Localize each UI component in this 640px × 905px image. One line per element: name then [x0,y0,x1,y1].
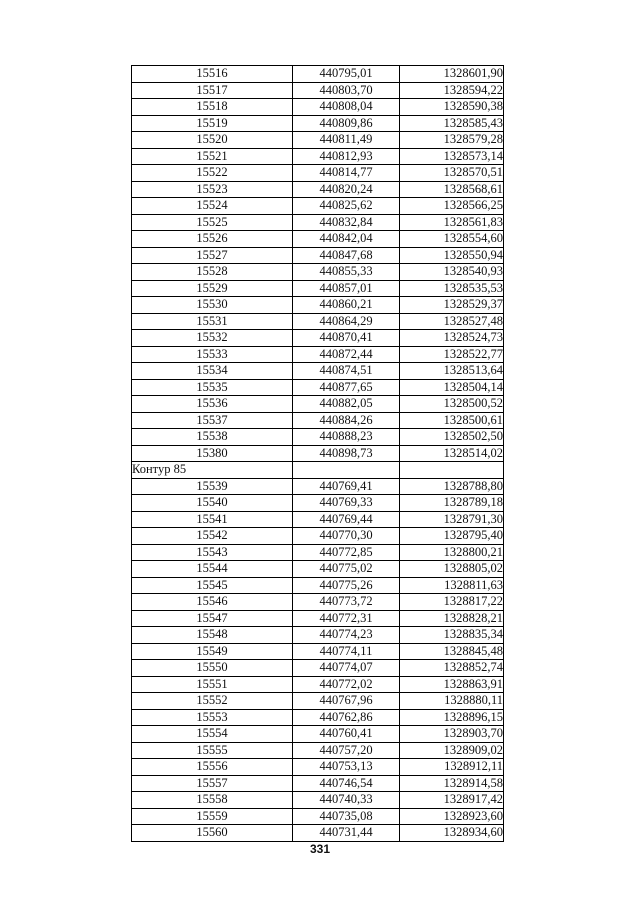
point-number-cell: 15525 [132,214,293,231]
table-row [132,330,504,347]
y-coordinate-cell: 1328795,40 [400,528,504,545]
x-coordinate-cell: 440760,41 [293,726,400,743]
x-coordinate-cell: 440884,26 [293,412,400,429]
x-coordinate-cell: 440874,51 [293,363,400,380]
table-row [132,280,504,297]
y-coordinate-cell: 1328800,21 [400,544,504,561]
table-row [132,82,504,99]
table-row [132,412,504,429]
table-row [132,231,504,248]
y-coordinate-cell: 1328903,70 [400,726,504,743]
table-row [132,693,504,710]
empty-cell [400,462,504,479]
y-coordinate-cell: 1328912,11 [400,759,504,776]
y-coordinate-cell: 1328514,02 [400,445,504,462]
y-coordinate-cell: 1328917,42 [400,792,504,809]
y-coordinate-cell: 1328513,64 [400,363,504,380]
point-number-cell: 15532 [132,330,293,347]
x-coordinate-cell: 440842,04 [293,231,400,248]
table-row [132,429,504,446]
table-row [132,396,504,413]
table-row [132,115,504,132]
y-coordinate-cell: 1328934,60 [400,825,504,842]
table-row [132,181,504,198]
point-number-cell: 15521 [132,148,293,165]
y-coordinate-cell: 1328817,22 [400,594,504,611]
table-row [132,577,504,594]
point-number-cell: 15553 [132,709,293,726]
table-row [132,495,504,512]
y-coordinate-cell: 1328540,93 [400,264,504,281]
section-label: Контур 85 [132,462,293,479]
point-number-cell: 15540 [132,495,293,512]
x-coordinate-cell: 440870,41 [293,330,400,347]
y-coordinate-cell: 1328585,43 [400,115,504,132]
table-row [132,363,504,380]
point-number-cell: 15520 [132,132,293,149]
table-row [132,610,504,627]
x-coordinate-cell: 440864,29 [293,313,400,330]
x-coordinate-cell: 440772,02 [293,676,400,693]
table-row [132,792,504,809]
y-coordinate-cell: 1328522,77 [400,346,504,363]
point-number-cell: 15558 [132,792,293,809]
x-coordinate-cell: 440812,93 [293,148,400,165]
x-coordinate-cell: 440767,96 [293,693,400,710]
table-row [132,759,504,776]
point-number-cell: 15534 [132,363,293,380]
point-number-cell: 15539 [132,478,293,495]
point-number-cell: 15537 [132,412,293,429]
x-coordinate-cell: 440847,68 [293,247,400,264]
x-coordinate-cell: 440774,11 [293,643,400,660]
x-coordinate-cell: 440888,23 [293,429,400,446]
section-row [132,462,504,479]
point-number-cell: 15552 [132,693,293,710]
x-coordinate-cell: 440769,33 [293,495,400,512]
y-coordinate-cell: 1328863,91 [400,676,504,693]
x-coordinate-cell: 440803,70 [293,82,400,99]
table-row [132,511,504,528]
point-number-cell: 15530 [132,297,293,314]
x-coordinate-cell: 440731,44 [293,825,400,842]
point-number-cell: 15554 [132,726,293,743]
y-coordinate-cell: 1328896,15 [400,709,504,726]
table-row [132,676,504,693]
x-coordinate-cell: 440795,01 [293,66,400,83]
table-row [132,379,504,396]
y-coordinate-cell: 1328601,90 [400,66,504,83]
y-coordinate-cell: 1328909,02 [400,742,504,759]
x-coordinate-cell: 440898,73 [293,445,400,462]
y-coordinate-cell: 1328579,28 [400,132,504,149]
point-number-cell: 15519 [132,115,293,132]
x-coordinate-cell: 440775,02 [293,561,400,578]
x-coordinate-cell: 440773,72 [293,594,400,611]
table-row [132,214,504,231]
x-coordinate-cell: 440769,44 [293,511,400,528]
x-coordinate-cell: 440882,05 [293,396,400,413]
y-coordinate-cell: 1328500,52 [400,396,504,413]
table-row [132,264,504,281]
table-row [132,742,504,759]
x-coordinate-cell: 440772,31 [293,610,400,627]
point-number-cell: 15555 [132,742,293,759]
y-coordinate-cell: 1328504,14 [400,379,504,396]
point-number-cell: 15536 [132,396,293,413]
point-number-cell: 15380 [132,445,293,462]
table-row [132,627,504,644]
point-number-cell: 15523 [132,181,293,198]
point-number-cell: 15522 [132,165,293,182]
x-coordinate-cell: 440808,04 [293,99,400,116]
point-number-cell: 15545 [132,577,293,594]
x-coordinate-cell: 440774,23 [293,627,400,644]
table-row [132,561,504,578]
point-number-cell: 15547 [132,610,293,627]
y-coordinate-cell: 1328852,74 [400,660,504,677]
x-coordinate-cell: 440877,65 [293,379,400,396]
point-number-cell: 15543 [132,544,293,561]
y-coordinate-cell: 1328502,50 [400,429,504,446]
y-coordinate-cell: 1328529,37 [400,297,504,314]
table-row [132,313,504,330]
point-number-cell: 15518 [132,99,293,116]
table-row [132,478,504,495]
point-number-cell: 15517 [132,82,293,99]
x-coordinate-cell: 440857,01 [293,280,400,297]
table-row [132,726,504,743]
table-row [132,165,504,182]
point-number-cell: 15531 [132,313,293,330]
table-row [132,445,504,462]
point-number-cell: 15527 [132,247,293,264]
x-coordinate-cell: 440746,54 [293,775,400,792]
point-number-cell: 15559 [132,808,293,825]
table-row [132,297,504,314]
table-row [132,825,504,842]
y-coordinate-cell: 1328835,34 [400,627,504,644]
table-row [132,544,504,561]
y-coordinate-cell: 1328524,73 [400,330,504,347]
y-coordinate-cell: 1328880,11 [400,693,504,710]
point-number-cell: 15548 [132,627,293,644]
point-number-cell: 15526 [132,231,293,248]
point-number-cell: 15549 [132,643,293,660]
table-row [132,247,504,264]
table-row [132,198,504,215]
y-coordinate-cell: 1328500,61 [400,412,504,429]
x-coordinate-cell: 440855,33 [293,264,400,281]
y-coordinate-cell: 1328573,14 [400,148,504,165]
x-coordinate-cell: 440772,85 [293,544,400,561]
y-coordinate-cell: 1328594,22 [400,82,504,99]
y-coordinate-cell: 1328550,94 [400,247,504,264]
y-coordinate-cell: 1328566,25 [400,198,504,215]
point-number-cell: 15546 [132,594,293,611]
y-coordinate-cell: 1328811,63 [400,577,504,594]
y-coordinate-cell: 1328590,38 [400,99,504,116]
point-number-cell: 15528 [132,264,293,281]
empty-cell [293,462,400,479]
point-number-cell: 15535 [132,379,293,396]
y-coordinate-cell: 1328914,58 [400,775,504,792]
table-row [132,132,504,149]
point-number-cell: 15557 [132,775,293,792]
y-coordinate-cell: 1328554,60 [400,231,504,248]
x-coordinate-cell: 440769,41 [293,478,400,495]
x-coordinate-cell: 440872,44 [293,346,400,363]
table-row [132,643,504,660]
y-coordinate-cell: 1328535,53 [400,280,504,297]
y-coordinate-cell: 1328923,60 [400,808,504,825]
x-coordinate-cell: 440757,20 [293,742,400,759]
point-number-cell: 15560 [132,825,293,842]
point-number-cell: 15533 [132,346,293,363]
y-coordinate-cell: 1328527,48 [400,313,504,330]
table-row [132,346,504,363]
y-coordinate-cell: 1328788,80 [400,478,504,495]
x-coordinate-cell: 440740,33 [293,792,400,809]
x-coordinate-cell: 440811,49 [293,132,400,149]
y-coordinate-cell: 1328845,48 [400,643,504,660]
point-number-cell: 15556 [132,759,293,776]
x-coordinate-cell: 440774,07 [293,660,400,677]
table-row [132,709,504,726]
page-number: 331 [309,842,331,856]
y-coordinate-cell: 1328805,02 [400,561,504,578]
coordinates-table [131,65,504,842]
table-row [132,775,504,792]
y-coordinate-cell: 1328789,18 [400,495,504,512]
x-coordinate-cell: 440762,86 [293,709,400,726]
x-coordinate-cell: 440735,08 [293,808,400,825]
x-coordinate-cell: 440820,24 [293,181,400,198]
table-row [132,660,504,677]
table-row [132,808,504,825]
point-number-cell: 15544 [132,561,293,578]
point-number-cell: 15529 [132,280,293,297]
x-coordinate-cell: 440809,86 [293,115,400,132]
point-number-cell: 15516 [132,66,293,83]
table-row [132,528,504,545]
table-row [132,99,504,116]
x-coordinate-cell: 440860,21 [293,297,400,314]
x-coordinate-cell: 440775,26 [293,577,400,594]
point-number-cell: 15551 [132,676,293,693]
x-coordinate-cell: 440825,62 [293,198,400,215]
y-coordinate-cell: 1328561,83 [400,214,504,231]
x-coordinate-cell: 440753,13 [293,759,400,776]
y-coordinate-cell: 1328568,61 [400,181,504,198]
x-coordinate-cell: 440814,77 [293,165,400,182]
coordinates-table-body [132,66,504,842]
y-coordinate-cell: 1328791,30 [400,511,504,528]
y-coordinate-cell: 1328570,51 [400,165,504,182]
point-number-cell: 15524 [132,198,293,215]
table-row [132,594,504,611]
x-coordinate-cell: 440770,30 [293,528,400,545]
point-number-cell: 15541 [132,511,293,528]
table-row [132,66,504,83]
point-number-cell: 15542 [132,528,293,545]
point-number-cell: 15550 [132,660,293,677]
point-number-cell: 15538 [132,429,293,446]
table-row [132,148,504,165]
x-coordinate-cell: 440832,84 [293,214,400,231]
y-coordinate-cell: 1328828,21 [400,610,504,627]
